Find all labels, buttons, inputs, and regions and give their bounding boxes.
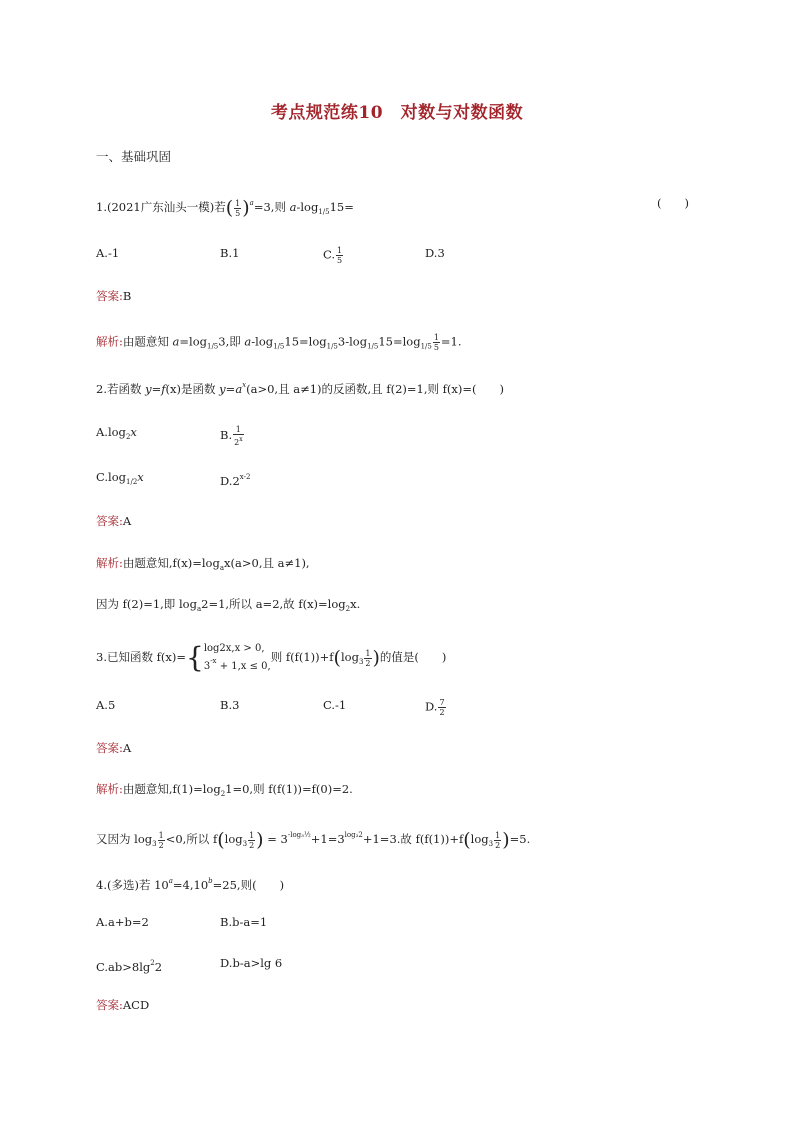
q2-option-d: D.2$^{x-2}$ (220, 473, 251, 488)
question-2-stem: 2.若函数 y=f(x)是函数 $y=a^x(a>0$,且 a≠1)的反函数,且 f(2)=1,则 f(x)=( ) (96, 381, 504, 396)
question-1-answer: 答案:B (96, 289, 132, 303)
question-1-analysis: 解析:由题意知 $a=\log_{1/5}3$,即 $a-\log_{1/5}15=\log_{1/5}3-\log_{1/5}15=\log_{1/5}$ $\frac{1}{5}$ =1. (96, 333, 462, 352)
question-2-answer: 答案:A (96, 514, 132, 528)
q1-option-b: B.1 (220, 246, 240, 260)
q1-option-c: C. $\frac{1}{5}$ (323, 246, 343, 265)
q3-option-a: A.5 (96, 698, 116, 712)
question-3-analysis-1: 解析:由题意知$,f(1)=\log_21=0$,则 f(f(1))=f(0)=2. (96, 782, 353, 798)
question-4-answer: 答案:ACD (96, 998, 150, 1012)
q1-option-d: D.3 (425, 246, 445, 260)
question-4-stem: 4.(多选)若 $10^a=4,10^b=25$,则( ) (96, 877, 285, 892)
q4-option-d: D.b-a>lg 6 (220, 956, 283, 970)
q4-option-c: $C.ab>8\lg^22$ (96, 959, 163, 974)
question-3-analysis-2: 又因为 $\log_3$ $\frac{1}{2}$ <0,所以 $f(\log_3$ $\frac{1}{2}$ ) = $3^{-log_3\frac{1}{2}}+1=3^{log_32}+1=3$.故 $f(f(1))+f(\log_3$ $\frac{1}{2}$ )=5. (96, 829, 531, 851)
q4-option-b: B.b-a=1 (220, 915, 268, 929)
q3-option-b: B.3 (220, 698, 240, 712)
q4-option-a: A.a+b=2 (96, 915, 149, 929)
q2-option-b: B. $\frac{1}{2^x}$ (220, 425, 243, 447)
question-3-stem: 3.已知函数 f(x)={ log2x,x > 0, $3^{-x} + 1,x \le 0$, 则 $f(f(1))+f(\log_3$ $\frac{1}{2}$ )的值是( ) (96, 641, 447, 674)
question-3-answer: 答案:A (96, 741, 132, 755)
question-1-stem: 1.(2021广东汕头一模)若( $\frac{1}{5}$ )$^a$=3,则 $a-\log_{1/5}15=$ (96, 197, 354, 219)
section-heading: 一、基础巩固 (96, 149, 172, 164)
q2-option-c: $C.\log_{1/2}x$ (96, 470, 144, 486)
question-2-analysis-1: 解析:由题意知$,f(x)=\log_ax(a>0$,且 a≠1), (96, 556, 310, 572)
page-title: 考点规范练10 对数与对数函数 (270, 103, 524, 123)
q1-option-a: A.-1 (96, 246, 120, 260)
q2-option-a: $A.\log_2x$ (96, 425, 137, 441)
question-2-analysis-2: 因为 f(2)=1,即 $\log_a2=1$,所以 a=2,故 $f(x)=\log_2x$. (96, 597, 361, 613)
q3-option-c: C.-1 (323, 698, 347, 712)
q3-option-d: D. $\frac{7}{2}$ (425, 698, 445, 717)
question-1-answer-paren: ( ) (657, 196, 689, 210)
